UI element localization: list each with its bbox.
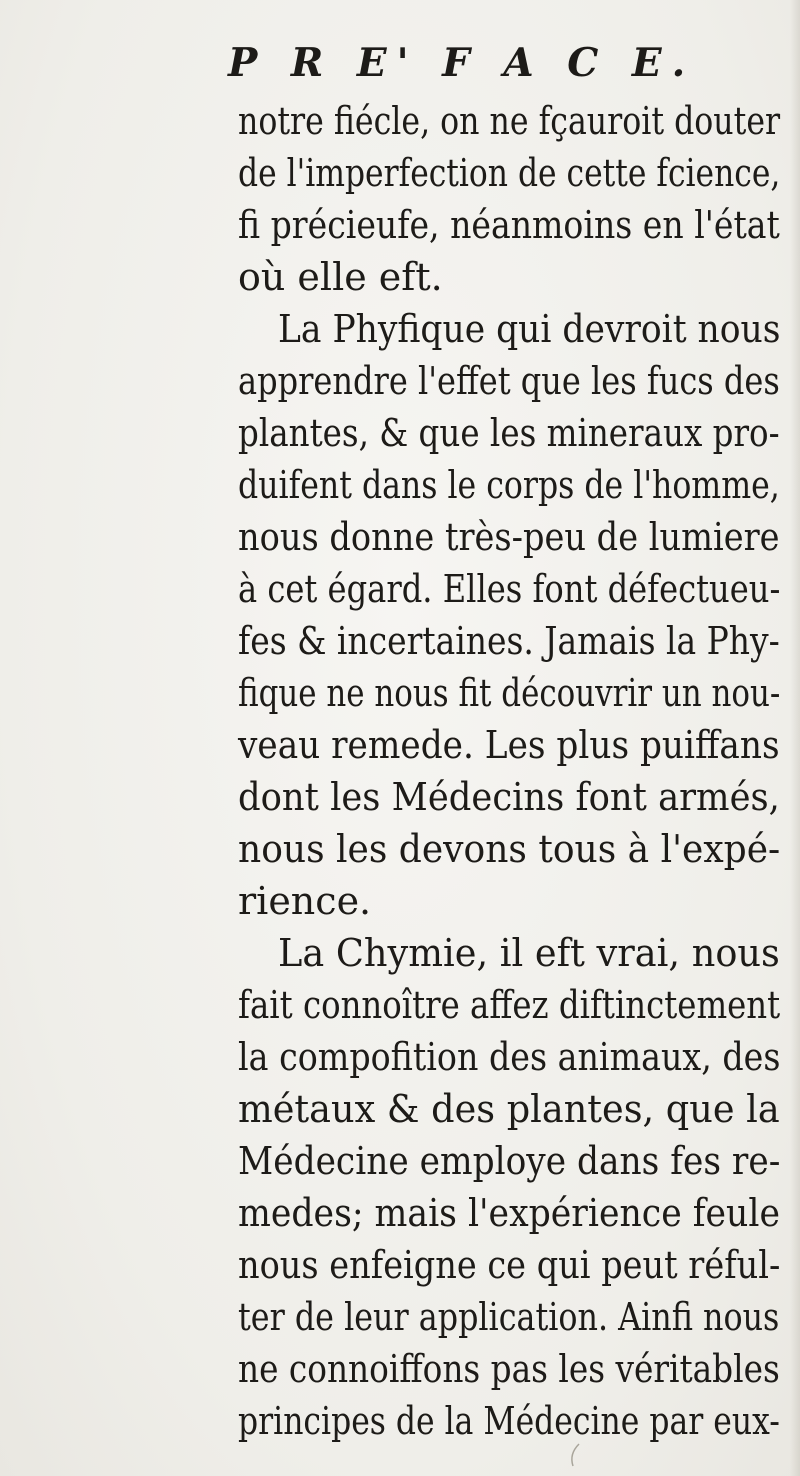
text-line: plantes, & que les mineraux pro- bbox=[238, 411, 780, 455]
text-line: medes; mais l'expérience feule bbox=[238, 1191, 780, 1235]
text-line: veau remede. Les plus puiffans bbox=[238, 723, 780, 767]
text-line: à cet égard. Elles font défectueu- bbox=[238, 567, 781, 611]
text-line: nous les devons tous à l'expé- bbox=[238, 827, 781, 871]
text-line: où elle eft. bbox=[238, 255, 443, 299]
text-line: apprendre l'effet que les fucs des bbox=[238, 359, 780, 403]
running-head: P R E' F A C E. bbox=[228, 40, 696, 86]
text-line: la compofition des animaux, des bbox=[238, 1035, 781, 1079]
text-line: métaux & des plantes, que la bbox=[238, 1087, 780, 1131]
text-line: fi précieufe, néanmoins en l'état bbox=[238, 203, 780, 247]
text-line: ter de leur application. Ainfi nous bbox=[238, 1295, 780, 1339]
text-line: duifent dans le corps de l'homme, bbox=[238, 463, 780, 507]
text-line: rience. bbox=[238, 879, 372, 923]
text-line: fes & incertaines. Jamais la Phy- bbox=[238, 619, 780, 663]
text-line: nous donne très-peu de lumiere bbox=[238, 515, 780, 559]
text-line: Médecine employe dans fes re- bbox=[238, 1139, 781, 1183]
page-edge-shadow bbox=[790, 0, 800, 1476]
text-line: fait connoître affez diftinctement bbox=[238, 983, 781, 1027]
text-line: principes de la Médecine par eux- bbox=[238, 1399, 780, 1443]
stray-pencil-mark-icon bbox=[565, 1440, 585, 1470]
text-line: nous enfeigne ce qui peut réful- bbox=[238, 1243, 781, 1287]
text-line: La Phyfique qui devroit nous bbox=[278, 307, 781, 351]
text-line: dont les Médecins font armés, bbox=[238, 775, 780, 819]
text-line: notre fiécle, on ne fçauroit douter bbox=[238, 99, 781, 143]
text-line: ne connoiffons pas les véritables bbox=[238, 1347, 780, 1391]
text-line: La Chymie, il eft vrai, nous bbox=[278, 931, 780, 975]
text-line: de l'imperfection de cette fcience, bbox=[238, 151, 781, 195]
text-line: fique ne nous fit découvrir un nou- bbox=[238, 671, 781, 715]
